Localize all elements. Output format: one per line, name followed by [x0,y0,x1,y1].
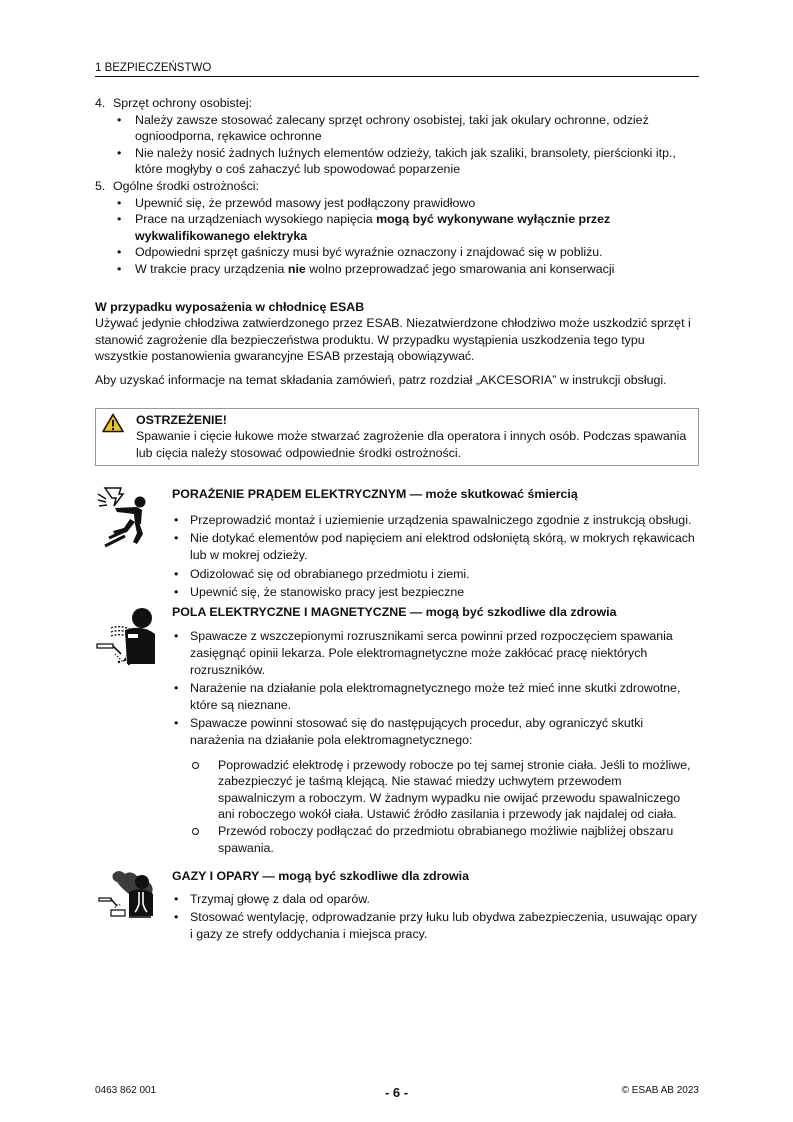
list-item [95,211,699,244]
list-item: • Należy zawsze stosować zalecany sprzęt ochrony osobistej, taki jak okulary ochronne, odzież ognioodporna, rękawice ochronne [95,112,699,145]
warning-triangle-icon [102,413,124,438]
page-content [95,95,699,943]
list-item: • Odizolować się od obrabianego przedmiotu i ziemi. [172,566,699,583]
list-item: • Upewnić się, że stanowisko pracy jest bezpieczne [172,584,699,601]
item-4-bullets [95,112,699,178]
bullet-text: W trakcie pracy urządzenia [135,261,288,276]
bullet-emphasis: mogą być wykonywane wyłącznie przez wykwalifikowanego elektryka [135,212,611,243]
document-number: 0463 862 001 [95,1085,157,1096]
page-header [95,61,699,77]
fumes-hazard [95,868,699,942]
hazard-title: GAZY I OPARY — mogą być szkodliwe dla zdrowia [172,869,469,884]
item-5-bullets [95,195,699,278]
list-item [95,261,699,278]
hazard-bullets [172,891,699,943]
warning-box [95,408,699,467]
item-number: 5. [95,178,106,193]
bullet-text: Prace na urządzeniach wysokiego napięcia [135,212,377,227]
fumes-icon [95,868,157,931]
list-item: • Przeprowadzić montaż i uziemienie urządzenia spawalniczego zgodnie z instrukcją obsługi. [172,512,699,529]
list-item: • Nie należy nosić żadnych luźnych elementów odzieży, takich jak szaliki, bransolety, pierścionki itp., które mogłyby o coś zahaczyć lub spowodować poparzenie [95,145,699,178]
warning-title: OSTRZEŻENIE! [136,412,227,427]
hazard-bullets [172,512,699,601]
list-item: • Trzymaj głowę z dala od oparów. [172,891,699,908]
list-item: • Spawacze powinni stosować się do następujących procedur, aby ograniczyć skutki narażenia na działanie pola elektromagnetycznego: [172,715,699,748]
hazard-title: PORAŻENIE PRĄDEM ELEKTRYCZNYM — może skutkować śmiercią [172,487,578,502]
list-item: • Narażenie na działanie pola elektromagnetycznego może też mieć inne skutki zdrowotne, które są nieznane. [172,680,699,713]
item-5 [95,178,699,195]
list-item: • Odpowiedni sprzęt gaśniczy musi być wyraźnie oznaczony i znajdować się w pobliżu. [95,244,699,261]
item-number: 4. [95,96,106,110]
section-label: 1 BEZPIECZEŃSTWO [95,62,212,74]
electric-shock-icon [95,486,153,555]
electric-shock-hazard [95,486,699,601]
cooler-paragraph: Używać jedynie chłodziwa zatwierdzonego przez ESAB. Niezatwierdzone chłodziwo może uszkodzić sprzęt i stanowić zagrożenie dla bezpieczeństwa produktu. W przypadku wystąpienia uszkodzenia tego typu wszystkie postanowienia gwarancyjne ESAB przestają obowiązywać. [95,316,691,364]
copyright: © ESAB AB 2023 [621,1085,699,1096]
ordering-paragraph: Aby uzyskać informacje na temat składania zamówień, patrz rozdział „AKCESORIA” w instrukcji obsługi. [95,372,667,387]
item-title: Ogólne środki ostrożności: [113,178,260,193]
item-title: Sprzęt ochrony osobistej: [113,96,253,110]
cooler-heading: W przypadku wyposażenia w chłodnicę ESAB [95,299,365,314]
list-item: • Upewnić się, że przewód masowy jest podłączony prawidłowo [95,195,699,212]
page-number: - 6 - [384,1085,409,1100]
item-4 [95,95,699,112]
sub-list-item: Poprowadzić elektrodę i przewody robocze po tej samej stronie ciała. Jeśli to możliwe, zabezpieczyć je taśmą klejącą. Nie stawać miedzy uchwytem przewodem spawalniczym a roboczym. W żadnym wypadku nie owijać przewodu spawalniczego ani roboczego wokół ciała. Ustawić źródło zasilania i przewody jak najdalej od ciała. [172,757,699,823]
hazard-title: POLA ELEKTRYCZNE I MAGNETYCZNE — mogą być szkodliwe dla zdrowia [172,604,617,619]
bullet-text: wolno przeprowadzać jego smarowania ani konserwacji [305,261,615,276]
bullet-emphasis: nie [287,261,306,276]
list-item: • Spawacze z wszczepionymi rozrusznikami serca powinni przed rozpoczęciem spawania zasięgnąć opinii lekarza. Pole elektromagnetyczne może zakłócać pracę niektórych rozruszników. [172,628,699,678]
emf-hazard [95,604,699,856]
warning-text: Spawanie i cięcie łukowe może stwarzać zagrożenie dla operatora i innych osób. Podczas spawania lub cięcia należy stosować odpowiednie środki ostrożności. [136,429,687,460]
list-item: • Stosować wentylację, odprowadzanie przy łuku lub obydwa zabezpieczenia, usuwając opary i gazy ze strefy oddychania i miejsca pracy. [172,909,699,942]
emf-icon [95,604,157,673]
sub-list-item: Przewód roboczy podłączać do przedmiotu obrabianego możliwie najbliżej obszaru spawania. [172,823,699,856]
hazard-bullets [172,628,699,748]
list-item: • Nie dotykać elementów pod napięciem ani elektrod odsłoniętą skórą, w mokrych rękawicach lub w mokrej odzieży. [172,530,699,563]
hazard-sub-bullets [172,757,699,857]
